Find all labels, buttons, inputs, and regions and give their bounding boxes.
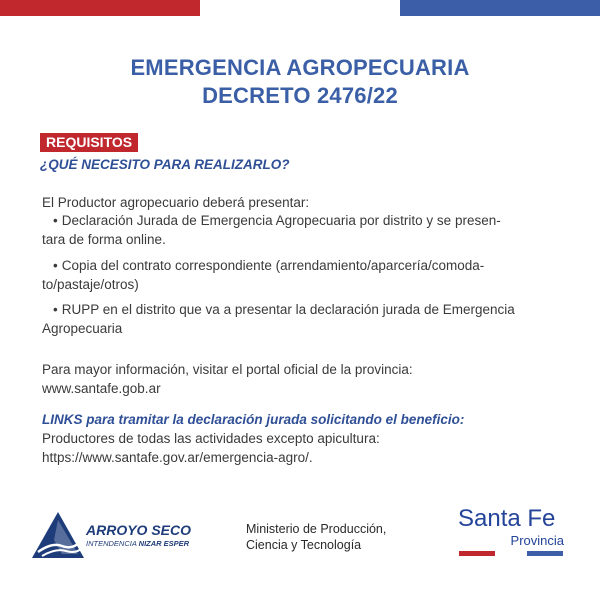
section-subtitle: ¿QUÉ NECESITO PARA REALIZARLO? <box>40 157 290 172</box>
info-block <box>42 360 557 398</box>
santa-fe-provincia: Provincia <box>510 533 564 548</box>
ministry-name: Ministerio de Producción, Ciencia y Tecnología <box>246 522 387 552</box>
requirement-item-1 <box>42 211 557 249</box>
item-text: Declaración Jurada de Emergencia Agropecuaria por distrito y se presen- <box>61 213 501 228</box>
links-description: Productores de todas las actividades excepto apicultura: <box>42 431 380 446</box>
bullet-icon: • <box>53 258 58 273</box>
emergencia-agro-link[interactable]: https://www.santafe.gov.ar/emergencia-agro/. <box>42 450 313 465</box>
links-block <box>42 410 557 467</box>
mountain-triangle-icon <box>32 512 84 560</box>
arroyo-seco-name: ARROYO SECO <box>86 522 192 538</box>
santa-fe-name: Santa Fe <box>458 505 556 532</box>
links-title: LINKS para tramitar la declaración jurada solicitando el beneficio: <box>42 412 465 427</box>
santa-fe-blue-stripe <box>527 551 563 556</box>
arroyo-seco-subtitle: INTENDENCIA NIZAR ESPER <box>86 539 190 548</box>
arroyo-seco-logo <box>32 512 192 560</box>
santafe-portal-link[interactable]: www.santafe.gob.ar <box>42 381 161 396</box>
title-line-2: DECRETO 2476/22 <box>202 83 398 108</box>
bullet-icon: • <box>53 213 58 228</box>
page-title <box>0 54 600 110</box>
requisitos-badge: REQUISITOS <box>40 133 138 152</box>
intro-text: El Productor agropecuario deberá presentar: <box>42 195 310 210</box>
santa-fe-logo <box>455 505 570 560</box>
top-red-bar <box>0 0 200 16</box>
top-blue-bar <box>400 0 600 16</box>
requirement-item-3 <box>42 300 557 338</box>
item-text: Copia del contrato correspondiente (arrendamiento/aparcería/comoda- <box>61 258 485 273</box>
santa-fe-red-stripe <box>459 551 495 556</box>
item-continuation: to/pastaje/otros) <box>42 277 139 292</box>
item-continuation: tara de forma online. <box>42 232 166 247</box>
info-text: Para mayor información, visitar el portal oficial de la provincia: <box>42 362 413 377</box>
item-continuation: Agropecuaria <box>42 321 123 336</box>
item-text: RUPP en el distrito que va a presentar la declaración jurada de Emergencia <box>61 302 515 317</box>
requirement-item-2 <box>42 256 557 294</box>
bullet-icon: • <box>53 302 58 317</box>
title-line-1: EMERGENCIA AGROPECUARIA <box>130 55 470 80</box>
